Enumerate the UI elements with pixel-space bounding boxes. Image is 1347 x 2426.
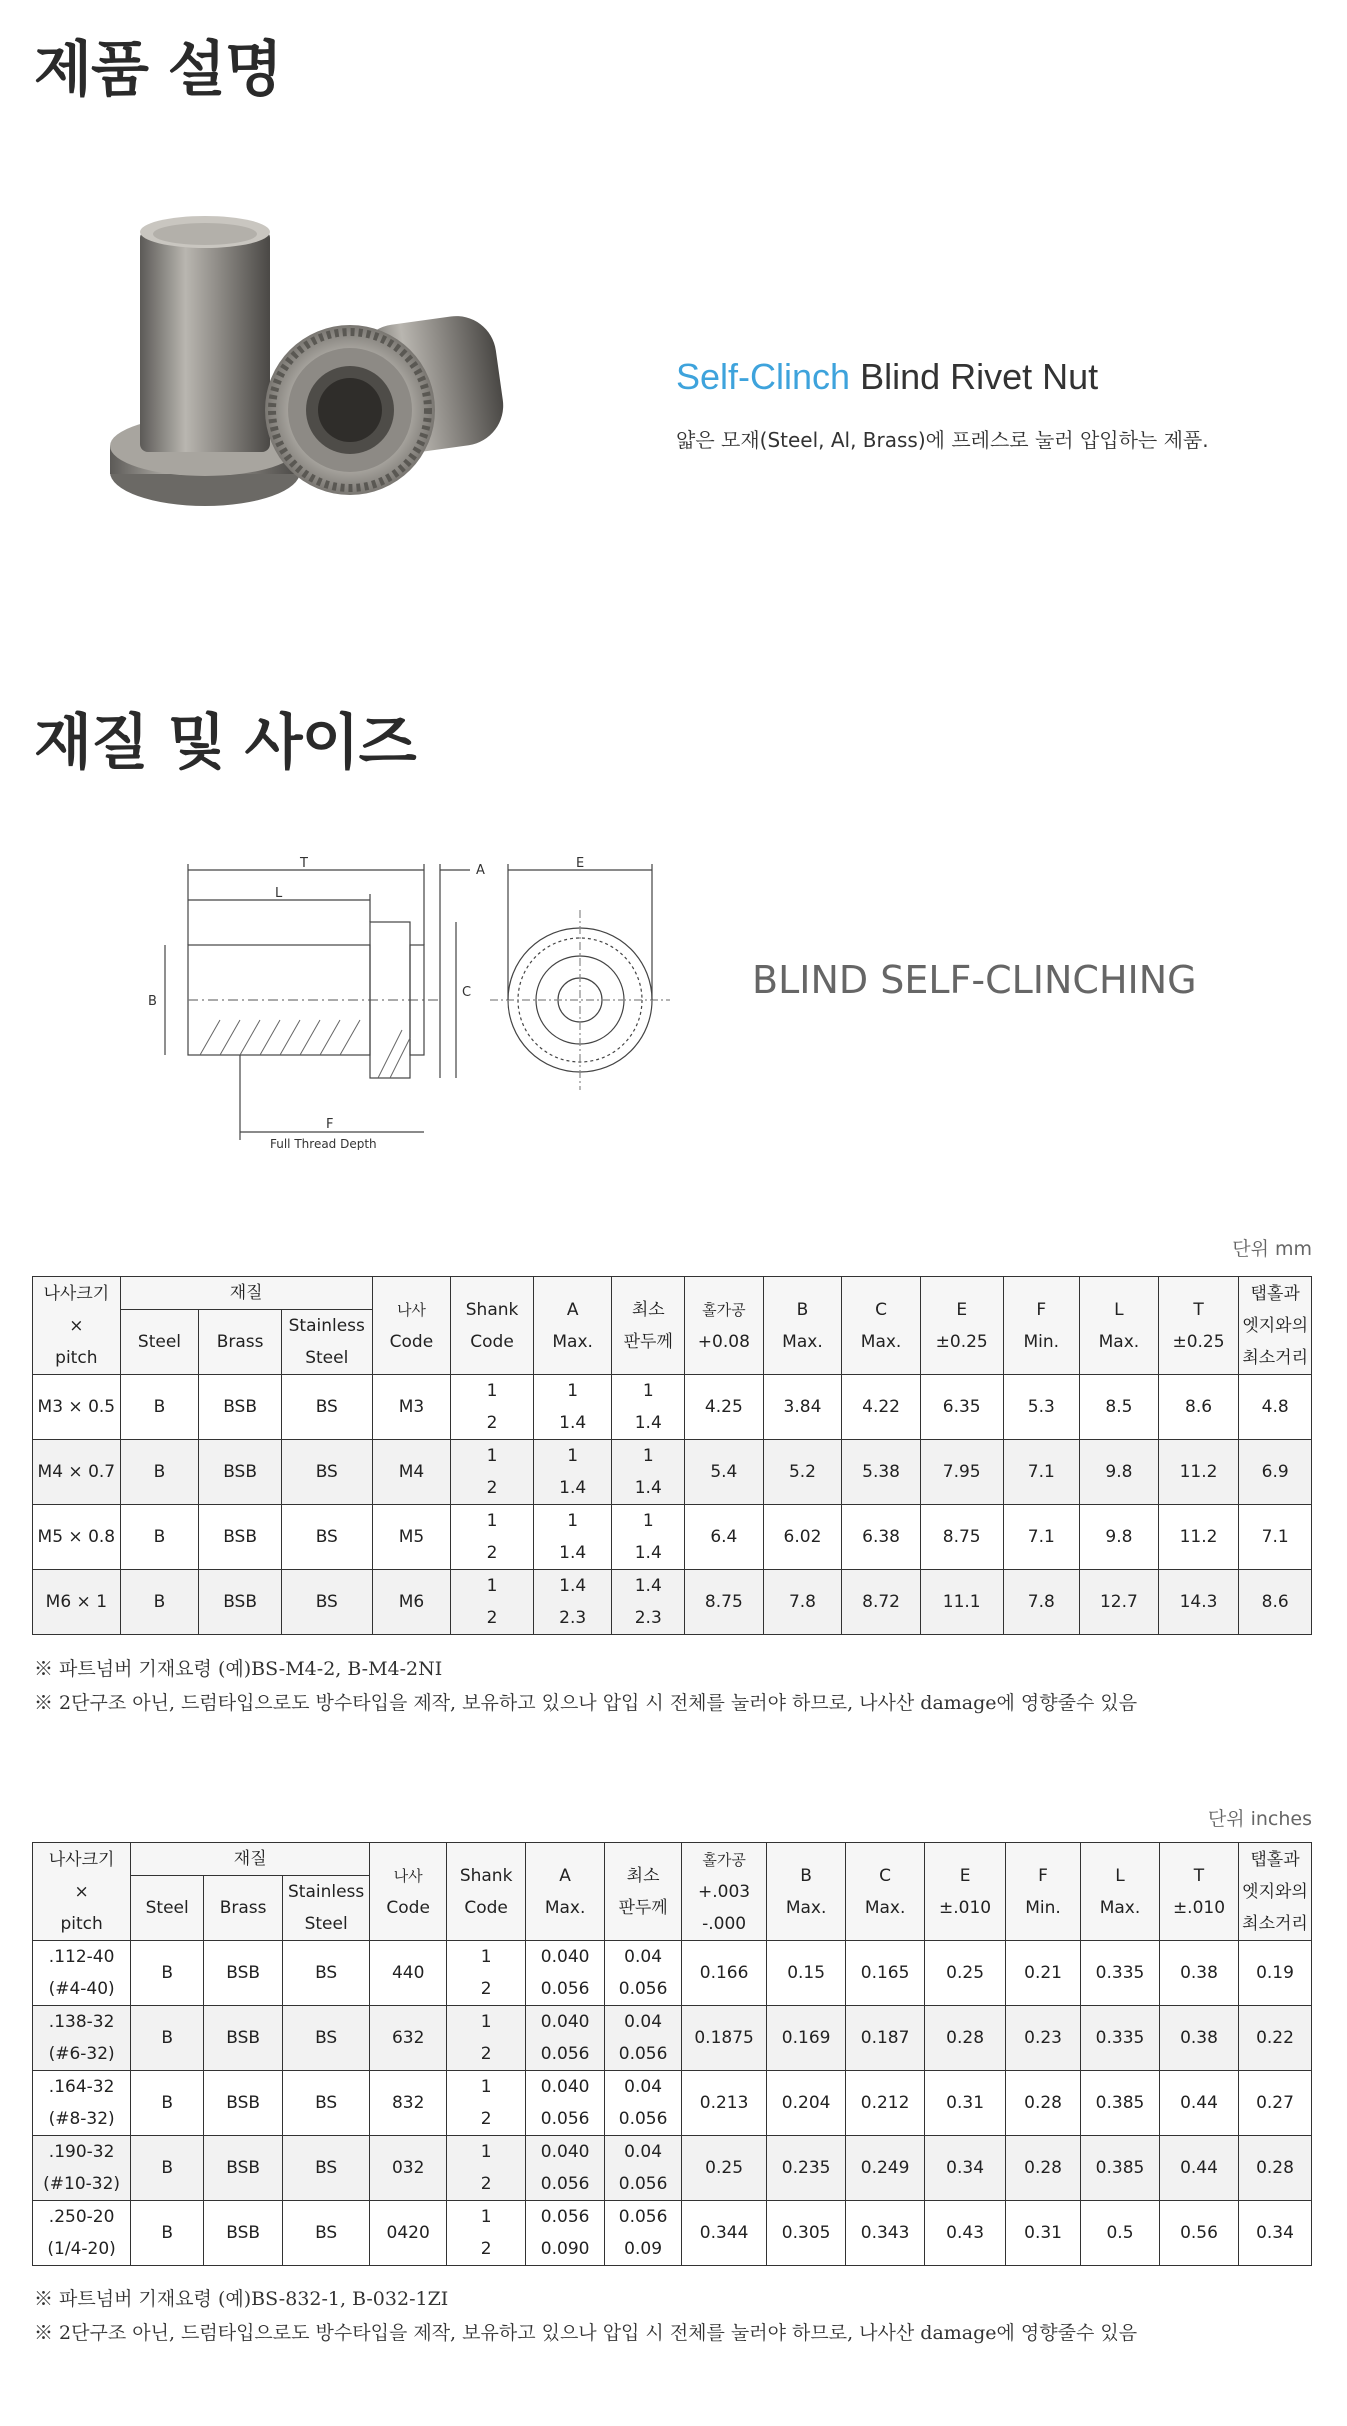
cell-brass: BSB — [199, 1375, 282, 1440]
cell-shank: 1 2 — [447, 2136, 526, 2201]
cell-e: 0.28 — [925, 2006, 1006, 2071]
cell-e: 0.34 — [925, 2136, 1006, 2201]
cell-brass: BSB — [204, 2006, 283, 2071]
note-partnumber-mm: ※ 파트넘버 기재요령 (예)BS-M4-2, B-M4-2NI — [34, 1658, 443, 1680]
cell-a: 0.040 0.056 — [526, 2071, 605, 2136]
tagline-rest: Blind Rivet Nut — [850, 356, 1099, 397]
cell-code: 0420 — [370, 2201, 447, 2266]
spec-table-inches — [32, 1842, 1312, 2266]
cell-l: 0.385 — [1081, 2136, 1160, 2201]
cell-f: 7.1 — [1003, 1440, 1080, 1505]
cell-t: 0.44 — [1160, 2136, 1239, 2201]
col-code: 나사 Code — [372, 1277, 451, 1375]
cell-hole: 0.25 — [682, 2136, 767, 2201]
product-photo — [60, 200, 620, 570]
dim-label-c: C — [462, 985, 472, 1000]
cell-edge: 4.8 — [1239, 1375, 1312, 1440]
unit-label-inches: 단위 inches — [1207, 1808, 1312, 1830]
cell-edge: 0.22 — [1238, 2006, 1311, 2071]
cell-steel: B — [131, 2201, 204, 2266]
cell-stainless: BS — [283, 2071, 370, 2136]
cell-f: 0.28 — [1006, 2071, 1081, 2136]
cell-hole: 0.344 — [682, 2201, 767, 2266]
cell-shank: 1 2 — [451, 1375, 534, 1440]
dim-label-b: B — [148, 994, 157, 1009]
table-row — [33, 2006, 1312, 2071]
diagram-caption: Full Thread Depth — [270, 1137, 377, 1150]
cell-shank: 1 2 — [447, 2006, 526, 2071]
col-t: T ±.010 — [1160, 1843, 1239, 1941]
dim-label-l: L — [275, 886, 283, 901]
cell-min-thickness: 1 1.4 — [612, 1505, 685, 1570]
cell-size: .190-32 (#10-32) — [33, 2136, 131, 2201]
cell-b: 0.15 — [767, 1941, 846, 2006]
dim-label-f: F — [326, 1117, 334, 1132]
dim-label-a: A — [476, 863, 485, 878]
cell-steel: B — [120, 1570, 199, 1635]
cell-e: 6.35 — [920, 1375, 1003, 1440]
cell-steel: B — [120, 1505, 199, 1570]
cell-steel: B — [120, 1440, 199, 1505]
cell-f: 7.8 — [1003, 1570, 1080, 1635]
cell-steel: B — [131, 1941, 204, 2006]
cell-brass: BSB — [199, 1570, 282, 1635]
cell-a: 1.4 2.3 — [533, 1570, 612, 1635]
cell-b: 0.235 — [767, 2136, 846, 2201]
cell-t: 14.3 — [1158, 1570, 1239, 1635]
cell-hole: 5.4 — [685, 1440, 764, 1505]
cell-edge: 8.6 — [1239, 1570, 1312, 1635]
col-steel: Steel — [131, 1876, 204, 1941]
cell-t: 11.2 — [1158, 1440, 1239, 1505]
cell-c: 0.165 — [846, 1941, 925, 2006]
cell-c: 0.249 — [846, 2136, 925, 2201]
cell-min-thickness: 0.04 0.056 — [605, 1941, 682, 2006]
col-f: F Min. — [1006, 1843, 1081, 1941]
cell-min-thickness: 1 1.4 — [612, 1440, 685, 1505]
cell-min-thickness: 1.4 2.3 — [612, 1570, 685, 1635]
col-shank: Shank Code — [447, 1843, 526, 1941]
col-steel: Steel — [120, 1310, 199, 1375]
cell-hole: 0.166 — [682, 1941, 767, 2006]
cell-size: .164-32 (#8-32) — [33, 2071, 131, 2136]
cell-f: 0.23 — [1006, 2006, 1081, 2071]
cell-b: 0.169 — [767, 2006, 846, 2071]
table-row — [33, 2071, 1312, 2136]
cell-t: 0.38 — [1160, 1941, 1239, 2006]
cell-t: 8.6 — [1158, 1375, 1239, 1440]
col-a: A Max. — [533, 1277, 612, 1375]
cell-edge: 0.27 — [1238, 2071, 1311, 2136]
col-code: 나사 Code — [370, 1843, 447, 1941]
col-brass: Brass — [199, 1310, 282, 1375]
cell-l: 8.5 — [1080, 1375, 1159, 1440]
cell-a: 1 1.4 — [533, 1440, 612, 1505]
cell-steel: B — [131, 2006, 204, 2071]
cell-a: 1 1.4 — [533, 1375, 612, 1440]
cell-l: 0.335 — [1081, 2006, 1160, 2071]
cell-t: 0.38 — [1160, 2006, 1239, 2071]
cell-stainless: BS — [283, 2201, 370, 2266]
col-hole: 홀가공 +.003 -.000 — [682, 1843, 767, 1941]
cell-edge: 0.28 — [1238, 2136, 1311, 2201]
cell-f: 0.28 — [1006, 2136, 1081, 2201]
cell-e: 0.31 — [925, 2071, 1006, 2136]
col-size: 나사크기 × pitch — [33, 1277, 121, 1375]
cell-size: M4 × 0.7 — [33, 1440, 121, 1505]
cell-l: 12.7 — [1080, 1570, 1159, 1635]
cell-shank: 1 2 — [451, 1505, 534, 1570]
cell-l: 0.385 — [1081, 2071, 1160, 2136]
dim-label-e: E — [576, 856, 585, 871]
cell-stainless: BS — [281, 1570, 372, 1635]
col-stainless: Stainless Steel — [281, 1310, 372, 1375]
cell-hole: 4.25 — [685, 1375, 764, 1440]
cell-a: 0.040 0.056 — [526, 2136, 605, 2201]
col-e: E ±0.25 — [920, 1277, 1003, 1375]
cell-stainless: BS — [283, 2136, 370, 2201]
table-row — [33, 1570, 1312, 1635]
col-b: B Max. — [763, 1277, 842, 1375]
cell-l: 0.5 — [1081, 2201, 1160, 2266]
col-min-thickness: 최소 판두께 — [605, 1843, 682, 1941]
cell-min-thickness: 0.056 0.09 — [605, 2201, 682, 2266]
cell-b: 3.84 — [763, 1375, 842, 1440]
cell-b: 6.02 — [763, 1505, 842, 1570]
cell-hole: 8.75 — [685, 1570, 764, 1635]
cell-b: 0.305 — [767, 2201, 846, 2266]
cell-stainless: BS — [281, 1440, 372, 1505]
cell-c: 0.212 — [846, 2071, 925, 2136]
cell-code: 632 — [370, 2006, 447, 2071]
cell-edge: 0.34 — [1238, 2201, 1311, 2266]
cell-brass: BSB — [199, 1440, 282, 1505]
cell-code: 832 — [370, 2071, 447, 2136]
cell-edge: 7.1 — [1239, 1505, 1312, 1570]
cell-shank: 1 2 — [447, 1941, 526, 2006]
cell-steel: B — [120, 1375, 199, 1440]
col-f: F Min. — [1003, 1277, 1080, 1375]
diagram-title: BLIND SELF-CLINCHING — [752, 958, 1197, 1002]
cell-min-thickness: 0.04 0.056 — [605, 2136, 682, 2201]
col-l: L Max. — [1080, 1277, 1159, 1375]
cell-brass: BSB — [204, 2136, 283, 2201]
col-c: C Max. — [842, 1277, 921, 1375]
cell-t: 11.2 — [1158, 1505, 1239, 1570]
cell-e: 7.95 — [920, 1440, 1003, 1505]
col-t: T ±0.25 — [1158, 1277, 1239, 1375]
cell-f: 5.3 — [1003, 1375, 1080, 1440]
col-e: E ±.010 — [925, 1843, 1006, 1941]
col-edge: 탭홀과 엣지와의 최소거리 — [1239, 1277, 1312, 1375]
cell-e: 8.75 — [920, 1505, 1003, 1570]
col-shank: Shank Code — [451, 1277, 534, 1375]
front-view-bore — [558, 978, 602, 1022]
table-row — [33, 2136, 1312, 2201]
cell-size: .112-40 (#4-40) — [33, 1941, 131, 2006]
cell-size: .250-20 (1/4-20) — [33, 2201, 131, 2266]
cell-size: M3 × 0.5 — [33, 1375, 121, 1440]
cell-b: 5.2 — [763, 1440, 842, 1505]
cell-f: 0.31 — [1006, 2201, 1081, 2266]
cell-min-thickness: 0.04 0.056 — [605, 2071, 682, 2136]
cell-stainless: BS — [281, 1505, 372, 1570]
cell-e: 0.25 — [925, 1941, 1006, 2006]
cell-shank: 1 2 — [451, 1570, 534, 1635]
col-material: 재질 — [120, 1277, 372, 1310]
col-material: 재질 — [131, 1843, 370, 1876]
unit-label-mm: 단위 mm — [1232, 1238, 1312, 1260]
spec-table-mm — [32, 1276, 1312, 1635]
cell-stainless: BS — [281, 1375, 372, 1440]
col-min-thickness: 최소 판두께 — [612, 1277, 685, 1375]
cell-c: 4.22 — [842, 1375, 921, 1440]
cell-size: M6 × 1 — [33, 1570, 121, 1635]
section-title-description: 제품 설명 — [34, 35, 282, 105]
cell-edge: 0.19 — [1238, 1941, 1311, 2006]
col-a: A Max. — [526, 1843, 605, 1941]
note-drum-type-inches: ※ 2단구조 아닌, 드럼타입으로도 방수타입을 제작, 보유하고 있으나 압입 시 전체를 눌러야 하므로, 나사산 damage에 영향줄수 있음 — [34, 2322, 1138, 2344]
cell-brass: BSB — [204, 2201, 283, 2266]
dim-label-t: T — [300, 856, 308, 871]
table-row — [33, 1375, 1312, 1440]
cell-steel: B — [131, 2136, 204, 2201]
cell-c: 6.38 — [842, 1505, 921, 1570]
cell-l: 9.8 — [1080, 1505, 1159, 1570]
cell-l: 0.335 — [1081, 1941, 1160, 2006]
cell-c: 5.38 — [842, 1440, 921, 1505]
cell-code: 440 — [370, 1941, 447, 2006]
cell-brass: BSB — [204, 2071, 283, 2136]
col-stainless: Stainless Steel — [283, 1876, 370, 1941]
cell-hole: 0.1875 — [682, 2006, 767, 2071]
col-b: B Max. — [767, 1843, 846, 1941]
cell-c: 0.187 — [846, 2006, 925, 2071]
cell-t: 0.56 — [1160, 2201, 1239, 2266]
cell-min-thickness: 0.04 0.056 — [605, 2006, 682, 2071]
table-row — [33, 2201, 1312, 2266]
cell-edge: 6.9 — [1239, 1440, 1312, 1505]
tagline-accent: Self-Clinch — [676, 356, 851, 397]
col-hole: 홀가공 +0.08 — [685, 1277, 764, 1375]
cell-min-thickness: 1 1.4 — [612, 1375, 685, 1440]
col-edge: 탭홀과 엣지와의 최소거리 — [1238, 1843, 1311, 1941]
table-row — [33, 1941, 1312, 2006]
technical-drawing — [140, 850, 700, 1150]
col-c: C Max. — [846, 1843, 925, 1941]
cell-hole: 0.213 — [682, 2071, 767, 2136]
cell-steel: B — [131, 2071, 204, 2136]
note-drum-type-mm: ※ 2단구조 아닌, 드럼타입으로도 방수타입을 제작, 보유하고 있으나 압입 시 전체를 눌러야 하므로, 나사산 damage에 영향줄수 있음 — [34, 1692, 1138, 1714]
cell-f: 0.21 — [1006, 1941, 1081, 2006]
cell-code: 032 — [370, 2136, 447, 2201]
cell-size: .138-32 (#6-32) — [33, 2006, 131, 2071]
cell-code: M3 — [372, 1375, 451, 1440]
cell-l: 9.8 — [1080, 1440, 1159, 1505]
cell-shank: 1 2 — [451, 1440, 534, 1505]
cell-t: 0.44 — [1160, 2071, 1239, 2136]
cell-shank: 1 2 — [447, 2071, 526, 2136]
cell-a: 1 1.4 — [533, 1505, 612, 1570]
left-nut-body — [140, 230, 270, 452]
cell-brass: BSB — [199, 1505, 282, 1570]
cell-code: M4 — [372, 1440, 451, 1505]
cell-c: 0.343 — [846, 2201, 925, 2266]
col-l: L Max. — [1081, 1843, 1160, 1941]
cell-e: 0.43 — [925, 2201, 1006, 2266]
cell-a: 0.040 0.056 — [526, 1941, 605, 2006]
note-partnumber-inches: ※ 파트넘버 기재요령 (예)BS-832-1, B-032-1ZI — [34, 2288, 449, 2310]
cell-brass: BSB — [204, 1941, 283, 2006]
cell-f: 7.1 — [1003, 1505, 1080, 1570]
cell-a: 0.056 0.090 — [526, 2201, 605, 2266]
col-size: 나사크기 × pitch — [33, 1843, 131, 1941]
product-tagline — [676, 356, 1098, 398]
table-row — [33, 1440, 1312, 1505]
cell-a: 0.040 0.056 — [526, 2006, 605, 2071]
cell-stainless: BS — [283, 2006, 370, 2071]
cell-b: 0.204 — [767, 2071, 846, 2136]
cell-b: 7.8 — [763, 1570, 842, 1635]
section-title-material: 재질 및 사이즈 — [34, 708, 416, 778]
cell-shank: 1 2 — [447, 2201, 526, 2266]
cell-stainless: BS — [283, 1941, 370, 2006]
table-row — [33, 1505, 1312, 1570]
cell-size: M5 × 0.8 — [33, 1505, 121, 1570]
product-subline: 얇은 모재(Steel, Al, Brass)에 프레스로 눌러 압입하는 제품. — [676, 428, 1209, 452]
cell-c: 8.72 — [842, 1570, 921, 1635]
cell-hole: 6.4 — [685, 1505, 764, 1570]
cell-code: M5 — [372, 1505, 451, 1570]
cell-code: M6 — [372, 1570, 451, 1635]
cell-e: 11.1 — [920, 1570, 1003, 1635]
col-brass: Brass — [204, 1876, 283, 1941]
